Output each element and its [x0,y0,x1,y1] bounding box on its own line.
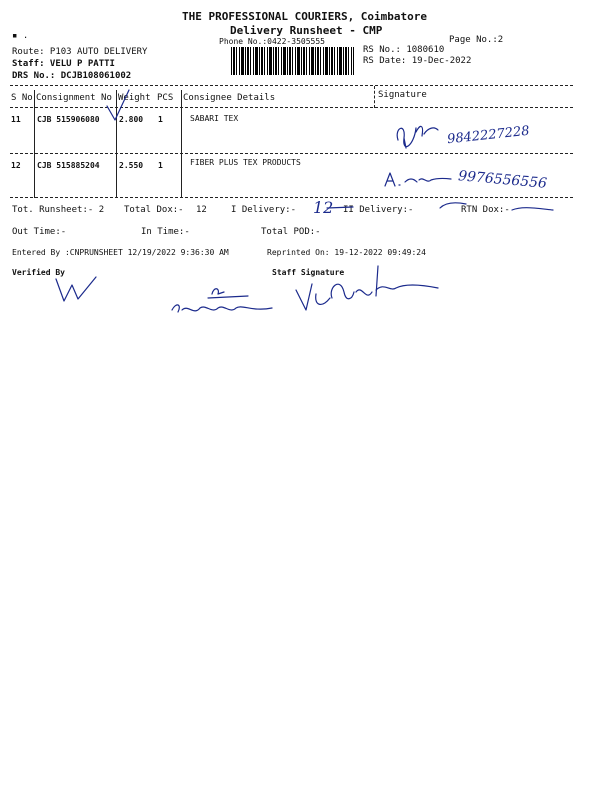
page-number: Page No.:2 [449,35,504,45]
dash-stroke [438,200,468,210]
document-title: Delivery Runsheet - CMP [230,24,383,37]
sno-column-line [34,90,35,198]
header-bottom-rule [10,107,573,108]
col-header-consignment: Consignment No [36,93,112,103]
rs-date: RS Date: 19-Dec-2022 [363,56,472,66]
col-header-signature: Signature [378,90,427,100]
row-pcs: 1 [158,115,163,124]
rtn-dox-label: RTN Dox:- [461,205,510,215]
row-separator [10,153,573,154]
row-sno: 12 [11,161,21,170]
col-header-consignee: Consignee Details [183,93,276,103]
out-time-label: Out Time:- [12,227,67,237]
ii-delivery-label: II Delivery:- [343,205,414,215]
staff-name-signature [168,282,278,320]
entered-by: Entered By :CNPRUNSHEET 12/19/2022 9:36:30 AM [12,248,229,257]
col-header-weight: Weight [118,93,151,103]
row-signature-phone: 9842227228 [446,123,531,148]
verified-by-label: Verified By [12,268,65,277]
barcode-image [231,47,354,75]
consignee-signature-2 [381,170,456,192]
row-consignee: FIBER PLUS TEX PRODUCTS [190,158,301,167]
i-delivery-value: 12 [313,198,334,217]
table-top-rule [10,85,573,86]
col-header-sno: S No [11,93,33,103]
row-sno: 11 [11,115,21,124]
table-bottom-rule [10,197,573,198]
phone-number: Phone No.:0422-3505555 [219,37,325,46]
col-header-pcs: PCS [157,93,174,103]
row-signature-phone: 9976556556 [457,168,548,192]
row-consignee: SABARI TEX [190,114,239,123]
total-runsheet: Tot. Runsheet:- 2 [12,205,105,215]
staff-signature [292,262,442,317]
row-pcs: 1 [158,161,163,170]
total-pod-label: Total POD:- [261,227,321,237]
i-delivery-label: I Delivery:- [231,205,297,215]
tick-mark [103,88,133,124]
in-time-label: In Time:- [141,227,190,237]
row-weight: 2.800 [119,115,144,124]
verifier-signature [52,275,102,305]
staff-signature-label: Staff Signature [272,268,345,277]
total-dox-label: Total Dox:- [124,205,184,215]
consignee-signature-1 [390,118,450,153]
row-consignment: CJB 515906080 [37,115,100,124]
dash-stroke [325,200,355,212]
route-label: Route: P103 AUTO DELIVERY [12,47,148,57]
company-name: THE PROFESSIONAL COURIERS, Coimbatore [182,10,428,23]
drs-number: DRS No.: DCJB108061002 [12,71,132,81]
row-consignment: CJB 515885204 [37,161,100,170]
corner-mark: ▪ . [12,31,29,41]
staff-label: Staff: VELU P PATTI [12,59,115,69]
row-weight: 2.550 [119,161,144,170]
pcs-column-line [181,90,182,198]
rs-number: RS No.: 1080610 [363,45,445,55]
total-dox-value: 12 [196,205,207,215]
dash-stroke [510,204,555,214]
signature-column-divider [374,86,375,108]
reprinted-on: Reprinted On: 19-12-2022 09:49:24 [267,248,426,257]
